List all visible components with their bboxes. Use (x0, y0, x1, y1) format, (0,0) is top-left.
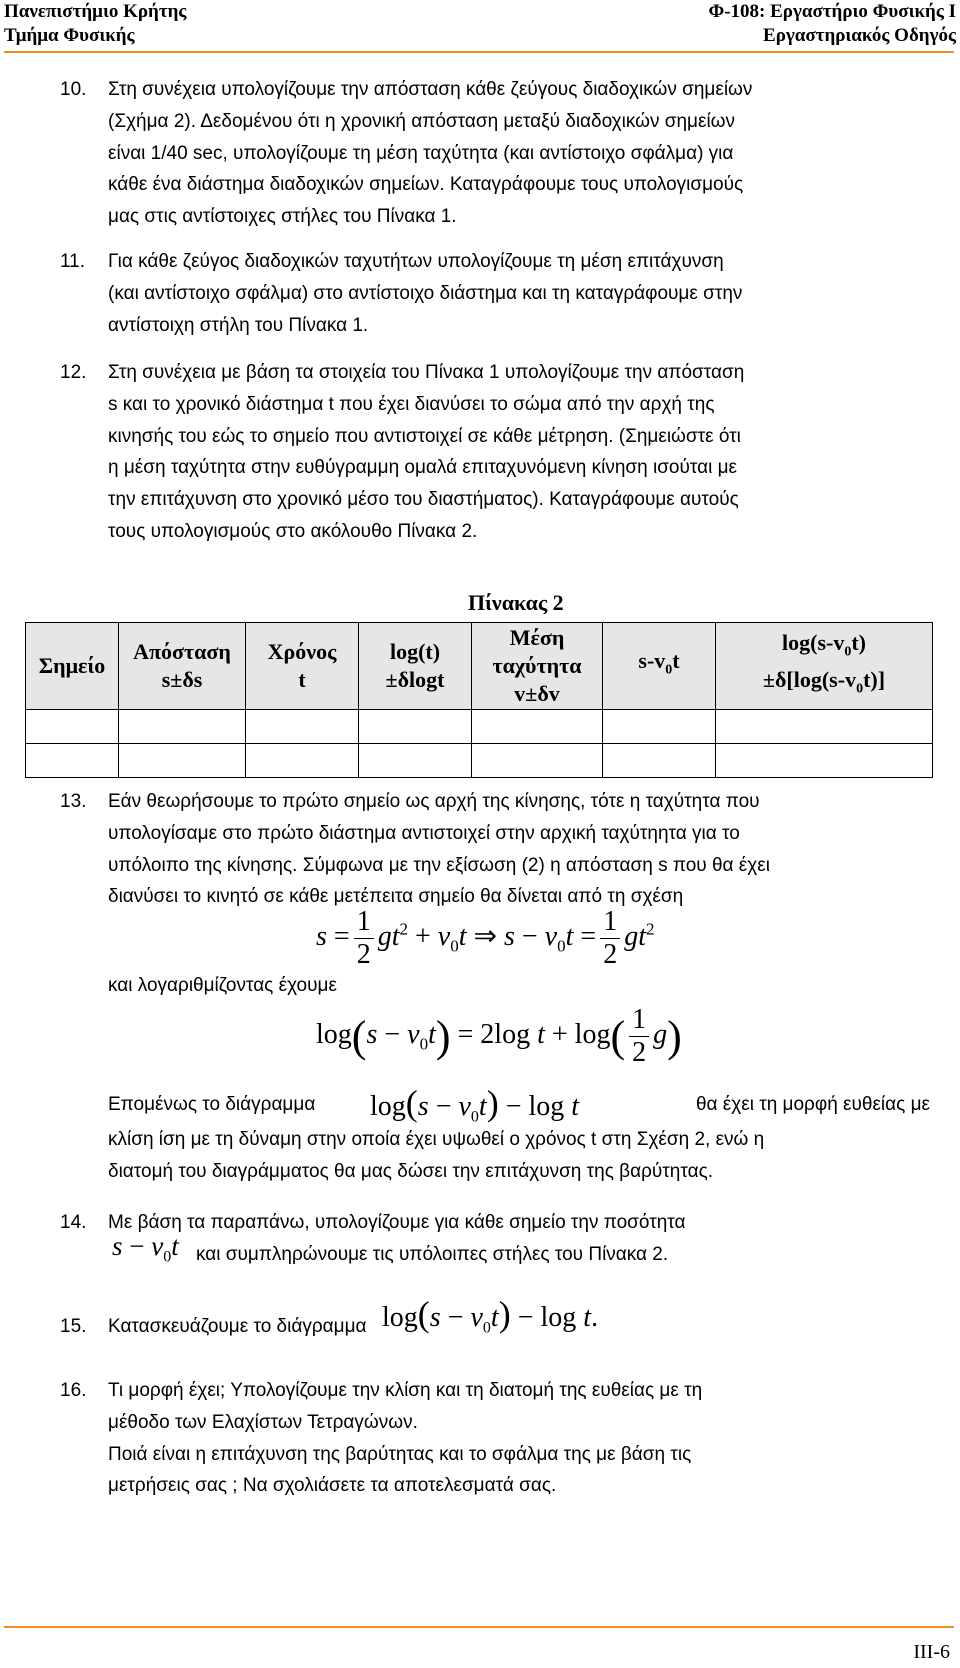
footer-divider (4, 1626, 954, 1628)
paragraph-13 (60, 786, 930, 913)
table-cell (716, 744, 933, 778)
text-line: (Σχήμα 2). Δεδομένου ότι η χρονική απόσταση μεταξύ διαδοχικών σημείων (108, 110, 735, 132)
text-line: θα έχει τη μορφή ευθείας με (695, 1094, 930, 1115)
paragraph-15 (60, 1294, 930, 1343)
col-header-log-s-v0t: $\log(s-v_0t)$ $\pm\delta[\log(s-v_0t)]$ (716, 623, 933, 710)
page-number: ΙΙΙ-6 (913, 1641, 950, 1663)
logarithm-intro (60, 970, 930, 1002)
item-number: 14. (60, 1212, 87, 1233)
col-header-distance: Απόσταση s±δs (119, 623, 246, 710)
text-line: κινησής του εώς το σημείο που αντιστοιχεί σε κάθε μέτρηση. (Σημειώστε ότι (108, 425, 741, 447)
text-line: διατομή του διαγράμματος θα μας δώσει την επιτάχυνση της βαρύτητας. (108, 1160, 714, 1182)
text-line: αντίστοιχη στήλη του Πίνακα 1. (108, 314, 369, 336)
page-header (0, 0, 960, 56)
col-header-time: Χρόνος t (246, 623, 359, 710)
item-number: 15. (60, 1316, 87, 1337)
department-name: Τμήμα Φυσικής (4, 25, 135, 46)
text-line: s και το χρονικό διάστημα t που έχει διανύσει το σώμα από την αρχή της (108, 393, 715, 415)
table-caption: Πίνακας 2 (468, 590, 564, 615)
text-line: κλίση ίση με τη δύναμη στην οποία έχει υψωθεί ο χρόνος t στη Σχέση 2, ενώ η (108, 1129, 765, 1150)
text-line: κάθε ένα διάστημα διαδοχικών σημείων. Καταγράφουμε τους υπολογισμούς (108, 174, 744, 196)
table-2 (25, 622, 933, 778)
text-line: υπολογίσαμε στο πρώτο διάστημα αντιστοιχεί στην αρχική ταχύτηητα για το (108, 822, 740, 844)
text-line: Για κάθε ζεύγος διαδοχικών ταχυτήτων υπολογίζουμε τη μέση επιτάχυνση (108, 251, 724, 272)
paragraph-16 (60, 1375, 930, 1502)
text-line: Με βάση τα παραπάνω, υπολογίζουμε για κάθε σημείο την ποσότητα (108, 1212, 686, 1233)
inline-formula: $\log(s - v_0t) - \log t$ (370, 1083, 580, 1126)
table-cell (716, 710, 933, 744)
course-title: Φ-108: Εργαστήριο Φυσικής Ι (708, 1, 956, 22)
text-line: Στη συνέχεια υπολογίζουμε την απόσταση κάθε ζεύγους διαδοχικών σημείων (108, 79, 753, 100)
text-line: Εάν θεωρήσουμε το πρώτο σημείο ως αρχή της κίνησης, τότε η ταχύτητα που (108, 791, 760, 812)
text-line: η μέση ταχύτητα στην ευθύγραμμη ομαλά επιταχυνόμενη κίνηση ισούται με (108, 457, 738, 479)
inline-formula: $s - v_0t$ (112, 1230, 179, 1266)
table-cell (472, 710, 603, 744)
col-header-mean-velocity: Μέση ταχύτητα v±δv (472, 623, 603, 710)
table-row (26, 710, 933, 744)
header-left (4, 0, 186, 48)
table-cell (359, 710, 472, 744)
text-line: υπόλοιπο της κίνησης. Σύμφωνα με την εξίσωση (2) η απόσταση s που θα έχει (108, 854, 770, 876)
table-cell (603, 710, 716, 744)
text-line: μέθοδο των Ελαχίστων Τετραγώνων. (108, 1411, 418, 1433)
item-number: 11. (60, 251, 86, 272)
paragraph-11 (60, 246, 930, 341)
text-line: τους υπολογισμούς στο ακόλουθο Πίνακα 2. (108, 520, 478, 542)
paragraph-13-continued (60, 1124, 930, 1188)
inline-formula: $\log(s - v_0t) - \log t$. (382, 1294, 599, 1337)
paragraph-10 (60, 74, 930, 233)
equation-log: $\log(s - v_0t) = 2\log$ t + log( $\frac{1}{2}$ g) (316, 1004, 682, 1068)
text-line: Κατασκευάζουμε το διάγραμμα (108, 1316, 367, 1337)
paragraph-14 (60, 1207, 930, 1271)
paragraph-12 (60, 357, 930, 548)
diagram-sentence (108, 1083, 930, 1126)
university-name: Πανεπιστήμιο Κρήτης (4, 1, 187, 22)
text-line: και λογαριθμίζοντας έχουμε (108, 975, 337, 996)
text-line: είναι 1/40 sec, υπολογίζουμε τη μέση ταχύτητα (και αντίστοιχο σφάλμα) για (108, 142, 734, 164)
table-cell (246, 710, 359, 744)
item-number: 16. (60, 1380, 87, 1401)
table-cell (472, 744, 603, 778)
guide-title: Εργαστηριακός Οδηγός (763, 25, 956, 46)
col-header-s-v0t: $s-v_0t$ (603, 623, 716, 710)
table-cell (26, 744, 119, 778)
col-header-log-t: log(t) ±δlogt (359, 623, 472, 710)
text-line: Ποιά είναι η επιτάχυνση της βαρύτητας και το σφάλμα της με βάση τις (108, 1443, 692, 1465)
text-line: Επομένως το διάγραμμα (108, 1094, 316, 1115)
header-divider (4, 51, 954, 53)
header-right (708, 0, 956, 48)
equation-motion: s = $\frac{1}{2}$ $gt^2 + v_0t$ ⇒ $s - v_0t$ = $\frac{1}{2}$ $gt^2$ (316, 906, 655, 970)
item-number: 12. (60, 362, 87, 383)
table-cell (119, 710, 246, 744)
text-line: Στη συνέχεια με βάση τα στοιχεία του Πίνακα 1 υπολογίζουμε την απόσταση (108, 362, 745, 383)
table-cell (119, 744, 246, 778)
table-row (26, 744, 933, 778)
text-line: Τι μορφή έχει; Υπολογίζουμε την κλίση και τη διατομή της ευθείας με τη (108, 1380, 703, 1401)
text-line: μετρήσεις σας ; Να σχολιάσετε τα αποτελεσματά σας. (108, 1475, 557, 1497)
table-cell (359, 744, 472, 778)
text-line: την επιτάχυνση στο χρονικό μέσο του διαστήματος). Καταγράφουμε αυτούς (108, 489, 739, 511)
table-cell (246, 744, 359, 778)
item-number: 13. (60, 791, 87, 812)
text-line: (και αντίστοιχο σφάλμα) στο αντίστοιχο διάστημα και τη καταγράφουμε στην (108, 282, 743, 304)
col-header-point: Σημείο (26, 623, 119, 710)
text-line: διανύσει το κινητό σε κάθε μετέπειτα σημείο θα δίνεται από τη σχέση (108, 886, 684, 908)
table-cell (26, 710, 119, 744)
text-line: και συμπληρώνουμε τις υπόλοιπες στήλες του Πίνακα 2. (196, 1243, 669, 1265)
text-line: μας στις αντίστοιχες στήλες του Πίνακα 1. (108, 206, 457, 228)
table-cell (603, 744, 716, 778)
item-number: 10. (60, 79, 87, 100)
table-header-row (26, 623, 933, 710)
